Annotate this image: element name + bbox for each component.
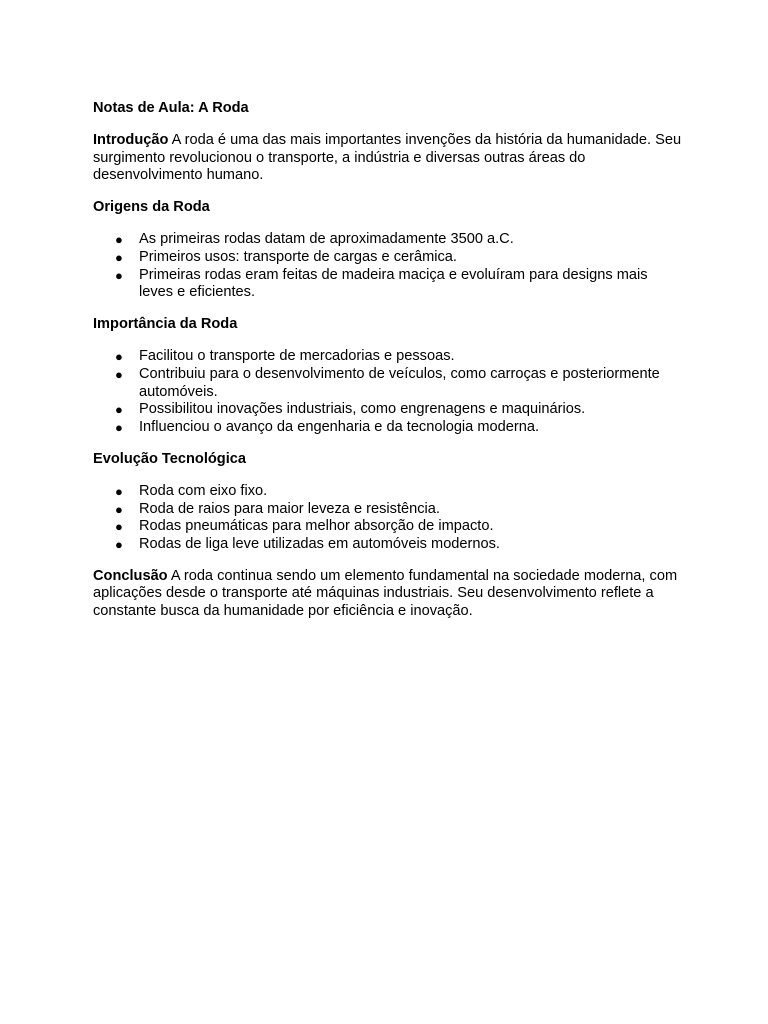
conclusion-paragraph <box>93 568 683 621</box>
bullet-icon: ● <box>115 367 123 383</box>
list-item: ● Roda com eixo fixo. <box>115 483 268 499</box>
intro-paragraph <box>93 132 683 185</box>
bullet-icon: ● <box>115 501 123 517</box>
list-item: ● Roda de raios para maior leveza e resistência. <box>115 500 440 517</box>
conclusion-text: A roda continua sendo um elemento fundamental na sociedade moderna, com aplicações desde o transporte até máquinas industriais. Seu desenvolvimento reflete a constante busca da humanidade por eficiência e inovação. <box>93 567 678 620</box>
section-heading-importancia: Importância da Roda <box>93 316 238 333</box>
bullet-icon: ● <box>115 484 123 499</box>
conclusion-label: Conclusão <box>93 567 168 584</box>
list-item: ● Rodas de liga leve utilizadas em automóveis modernos. <box>115 535 500 552</box>
bullet-icon: ● <box>115 519 123 535</box>
list-item: ● Facilitou o transporte de mercadorias e pessoas. <box>115 348 455 365</box>
document-page <box>93 100 683 635</box>
section-list-evolucao <box>93 483 683 553</box>
bullet-icon: ● <box>115 419 123 435</box>
bullet-icon: ● <box>115 267 123 283</box>
section-list-importancia <box>93 348 683 436</box>
intro-label: Introdução <box>93 132 169 149</box>
bullet-icon: ● <box>115 250 123 266</box>
section-list-origens <box>93 231 683 301</box>
section-heading-evolucao: Evolução Tecnológica <box>93 450 246 467</box>
bullet-icon: ● <box>115 536 123 552</box>
intro-text: A roda é uma das mais importantes invenções da história da humanidade. Seu surgimento revolucionou o transporte, a indústria e diversas outras áreas do desenvolvimento humano. <box>93 132 682 184</box>
bullet-icon: ● <box>115 349 123 365</box>
section-heading-origens: Origens da Roda <box>93 199 210 216</box>
document-title: Notas de Aula: A Roda <box>93 100 249 116</box>
bullet-icon: ● <box>115 232 123 248</box>
list-item: ● Rodas pneumáticas para melhor absorção de impacto. <box>115 518 494 535</box>
list-item: ● Possibilitou inovações industriais, como engrenagens e maquinários. <box>115 401 586 418</box>
bullet-icon: ● <box>115 402 123 418</box>
list-item: ● Primeiras rodas eram feitas de madeira maciça e evoluíram para designs mais leves e eficientes. <box>115 266 648 301</box>
list-item: ● As primeiras rodas datam de aproximadamente 3500 a.C. <box>115 231 514 248</box>
list-item: ● Primeiros usos: transporte de cargas e cerâmica. <box>115 249 457 266</box>
list-item: ● Influenciou o avanço da engenharia e da tecnologia moderna. <box>115 418 540 435</box>
list-item: ● Contribuiu para o desenvolvimento de veículos, como carroças e posteriormente automóveis. <box>115 366 660 400</box>
